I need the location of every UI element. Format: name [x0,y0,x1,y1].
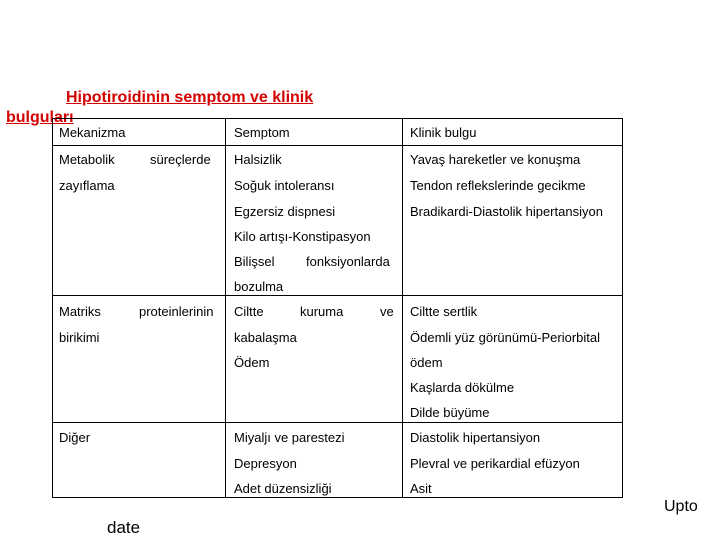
other-mechanism: Diğer [59,430,91,445]
metabolic-mechanism-word-1: Metabolik [59,152,115,167]
matrix-symptom: Ödem [234,355,270,370]
other-finding: Asit [410,481,432,496]
title-line-2: bulguları [6,109,74,126]
other-symptom: Miyaljı ve parestezi [234,430,345,445]
matrix-finding: Ciltte sertlik [410,304,478,319]
matrix-symptom: Ciltte [234,304,264,319]
other-finding: Diastolik hipertansiyon [410,430,541,445]
metabolic-finding: Yavaş hareketler ve konuşma [410,152,581,167]
other-symptom: Adet düzensizliği [234,481,332,496]
column-divider-1 [225,119,226,497]
metabolic-symptom: Soğuk intoleransı [234,178,335,193]
other-finding: Plevral ve perikardial efüzyon [410,456,580,471]
footer-upto: Upto [664,498,698,515]
matrix-finding: Kaşlarda dökülme [410,380,515,395]
header-symptom: Semptom [234,125,290,140]
other-symptom: Depresyon [234,456,297,471]
metabolic-finding: Tendon reflekslerinde gecikme [410,178,586,193]
matrix-finding: Ödemli yüz görünümü-Periorbital [410,330,601,345]
matrix-finding: Dilde büyüme [410,405,490,420]
footer-date: date [107,518,141,537]
row-divider-2 [53,422,622,423]
metabolic-symptom: fonksiyonlarda [306,254,390,269]
matrix-mechanism-word-3: birikimi [59,330,100,345]
matrix-mechanism-word-1: Matriks [59,304,101,319]
metabolic-mechanism-word-2: süreçlerde [150,152,211,167]
matrix-finding: ödem [410,355,443,370]
row-divider-1 [53,295,622,296]
header-clinical-finding: Klinik bulgu [410,125,477,140]
metabolic-mechanism-word-3: zayıflama [59,178,115,193]
matrix-symptom: ve [380,304,394,319]
symptom-table [52,118,623,498]
metabolic-symptom: bozulma [234,279,284,294]
metabolic-symptom: Egzersiz dispnesi [234,204,336,219]
header-mechanism: Mekanizma [59,125,126,140]
column-divider-2 [402,119,403,497]
title-line-1: Hipotiroidinin semptom ve klinik [66,89,314,106]
matrix-symptom: kabalaşma [234,330,297,345]
metabolic-symptom: Halsizlik [234,152,282,167]
matrix-mechanism-word-2: proteinlerinin [139,304,214,319]
metabolic-finding: Bradikardi-Diastolik hipertansiyon [410,204,603,219]
header-divider [53,145,622,146]
metabolic-symptom: Bilişsel [234,254,275,269]
metabolic-symptom: Kilo artışı-Konstipasyon [234,229,371,244]
matrix-symptom: kuruma [300,304,344,319]
